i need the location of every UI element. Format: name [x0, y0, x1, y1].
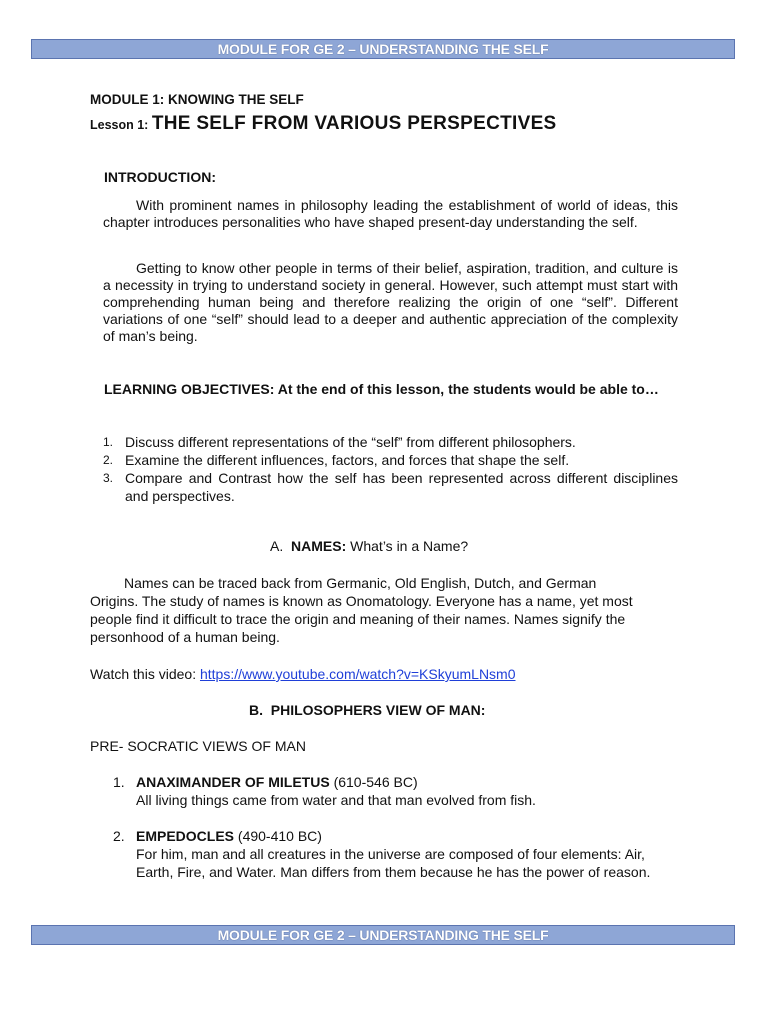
list-number: 1.: [103, 435, 114, 449]
list-text: Discuss different representations of the “self” from different philosophers.: [125, 434, 576, 450]
intro-paragraph-1: With prominent names in philosophy leading the establishment of world of ideas, this chapter introduces personalities who have shaped present-day understanding the self.: [103, 197, 678, 230]
module-title: MODULE 1: KNOWING THE SELF: [90, 92, 304, 107]
video-link[interactable]: https://www.youtube.com/watch?v=KSkyumLNsm0: [199, 666, 516, 682]
lesson-title: THE SELF FROM VARIOUS PERSPECTIVES: [151, 113, 557, 134]
list-text: Compare and Contrast how the self has been represented across different disciplines and perspectives.: [125, 470, 678, 504]
philosopher-text: For him, man and all creatures in the universe are composed of four elements: Air, Earth, Fire, and Water. Man differs from them because he has the power of reason.: [136, 846, 651, 880]
list-text: Examine the different influences, factors, and forces that shape the self.: [125, 452, 570, 468]
list-item: [103, 451, 678, 469]
list-number: 2.: [103, 453, 114, 467]
watch-label: Watch this video:: [90, 666, 197, 682]
names-paragraph: Names can be traced back from Germanic, Old English, Dutch, and German Origins. The study of names is known as Onomatology. Everyone has a name, yet most people find it difficult to trace the origin and meaning of their names. Names signify the personhood of a human being.: [90, 575, 633, 645]
list-number: 2.: [113, 828, 125, 844]
philosopher-item: [113, 773, 683, 809]
philosopher-name: ANAXIMANDER OF MILETUS: [136, 774, 330, 790]
objectives-heading: LEARNING OBJECTIVES: At the end of this lesson, the students would be able to…: [104, 381, 659, 397]
list-number: 1.: [113, 774, 125, 790]
list-number: 3.: [103, 471, 114, 485]
pre-socratic-heading: PRE- SOCRATIC VIEWS OF MAN: [90, 738, 306, 754]
philosopher-text: All living things came from water and that man evolved from fish.: [136, 792, 536, 808]
watch-line: [90, 666, 516, 682]
section-b-heading: B. PHILOSOPHERS VIEW OF MAN:: [249, 702, 486, 718]
lesson-prefix: Lesson 1:: [90, 118, 149, 132]
lesson-heading: [90, 113, 557, 135]
list-item: [103, 433, 678, 451]
intro-paragraph-2: Getting to know other people in terms of their belief, aspiration, tradition, and culture is a necessity in trying to understand society in general. However, such attempt must start with comprehending human being and therefore realizing the origin of one “self”. Different variations of one “self” should lead to a deeper and authentic appreciation of the complexity of man’s being.: [103, 260, 678, 344]
philosopher-item: [113, 827, 683, 881]
header-banner: MODULE FOR GE 2 – UNDERSTANDING THE SELF: [31, 39, 735, 59]
philosopher-dates: (610-546 BC): [333, 774, 418, 790]
philosopher-dates: (490-410 BC): [237, 828, 322, 844]
philosopher-name: EMPEDOCLES: [136, 828, 235, 844]
section-a-heading: [270, 538, 468, 554]
section-a-subtitle: What’s in a Name?: [350, 538, 469, 554]
list-item: [103, 469, 678, 505]
objectives-list: [103, 433, 678, 505]
introduction-heading: INTRODUCTION:: [104, 169, 216, 185]
footer-banner: MODULE FOR GE 2 – UNDERSTANDING THE SELF: [31, 925, 735, 945]
section-a-letter: A.: [270, 538, 284, 554]
section-a-title: NAMES:: [291, 538, 347, 554]
